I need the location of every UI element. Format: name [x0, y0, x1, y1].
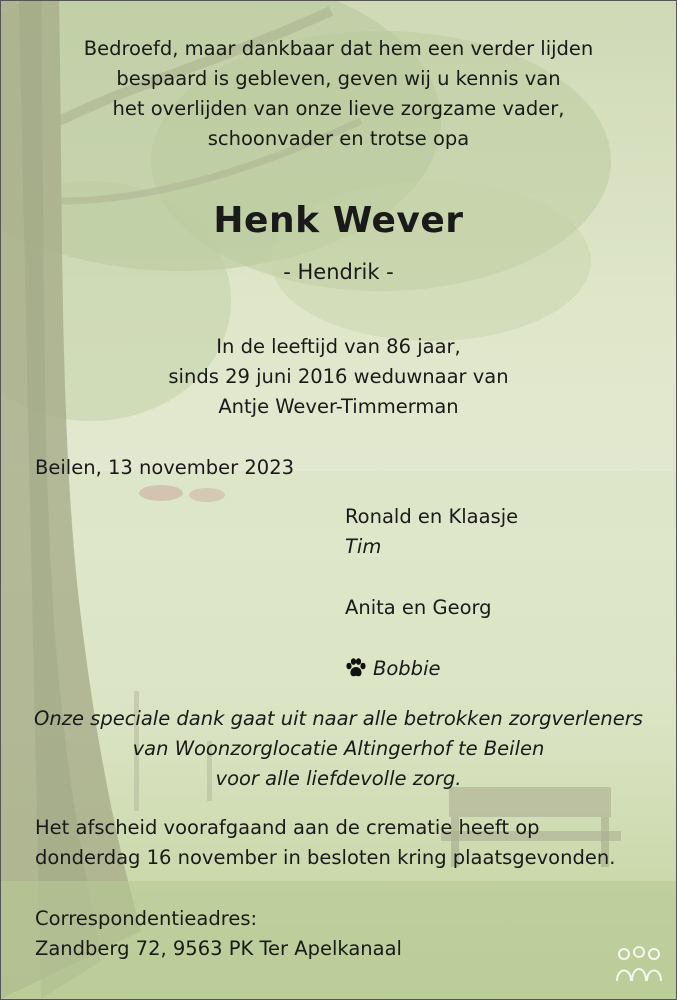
intro-line-1: Bedroefd, maar dankbaar dat hem een verder lijden — [83, 37, 594, 60]
intro-line-2: bespaard is gebleven, geven wij u kennis van — [116, 67, 561, 90]
correspondence-label: Correspondentieadres: — [35, 907, 258, 930]
deceased-name: Henk Wever — [213, 200, 464, 241]
farewell-line-1: Het afscheid voorafgaand aan de crematie heeft op — [35, 816, 540, 839]
given-name: - Hendrik - — [283, 260, 394, 284]
thanks-line-2: van Woonzorglocatie Altingerhof te Beilen — [132, 737, 545, 760]
age-line-3: Antje Wever-Timmerman — [218, 395, 459, 418]
farewell-line-2: donderdag 16 november in besloten kring plaatsgevonden. — [35, 846, 616, 869]
family-grandchild: Tim — [345, 535, 382, 558]
thanks-line-1: Onze speciale dank gaat uit naar alle betrokken zorgverleners — [34, 707, 643, 730]
intro-line-3: het overlijden van onze lieve zorgzame vader, — [112, 97, 565, 120]
age-line-2: sinds 29 juni 2016 weduwnaar van — [168, 365, 509, 388]
pet-name: Bobbie — [373, 657, 441, 680]
thanks-line-3: voor alle liefdevolle zorg. — [215, 767, 462, 790]
family-pet — [345, 657, 440, 684]
correspondence-address: Zandberg 72, 9563 PK Ter Apelkanaal — [35, 937, 402, 960]
paw-icon — [345, 658, 367, 684]
age-line-1: In de leeftijd van 86 jaar, — [216, 335, 461, 358]
family-couple-2: Anita en Georg — [345, 596, 492, 619]
people-group-icon — [615, 945, 663, 989]
family-couple-1: Ronald en Klaasje — [345, 505, 519, 528]
place-date: Beilen, 13 november 2023 — [35, 456, 295, 479]
obituary-text — [1, 1, 676, 999]
intro-line-4: schoonvader en trotse opa — [207, 127, 470, 150]
